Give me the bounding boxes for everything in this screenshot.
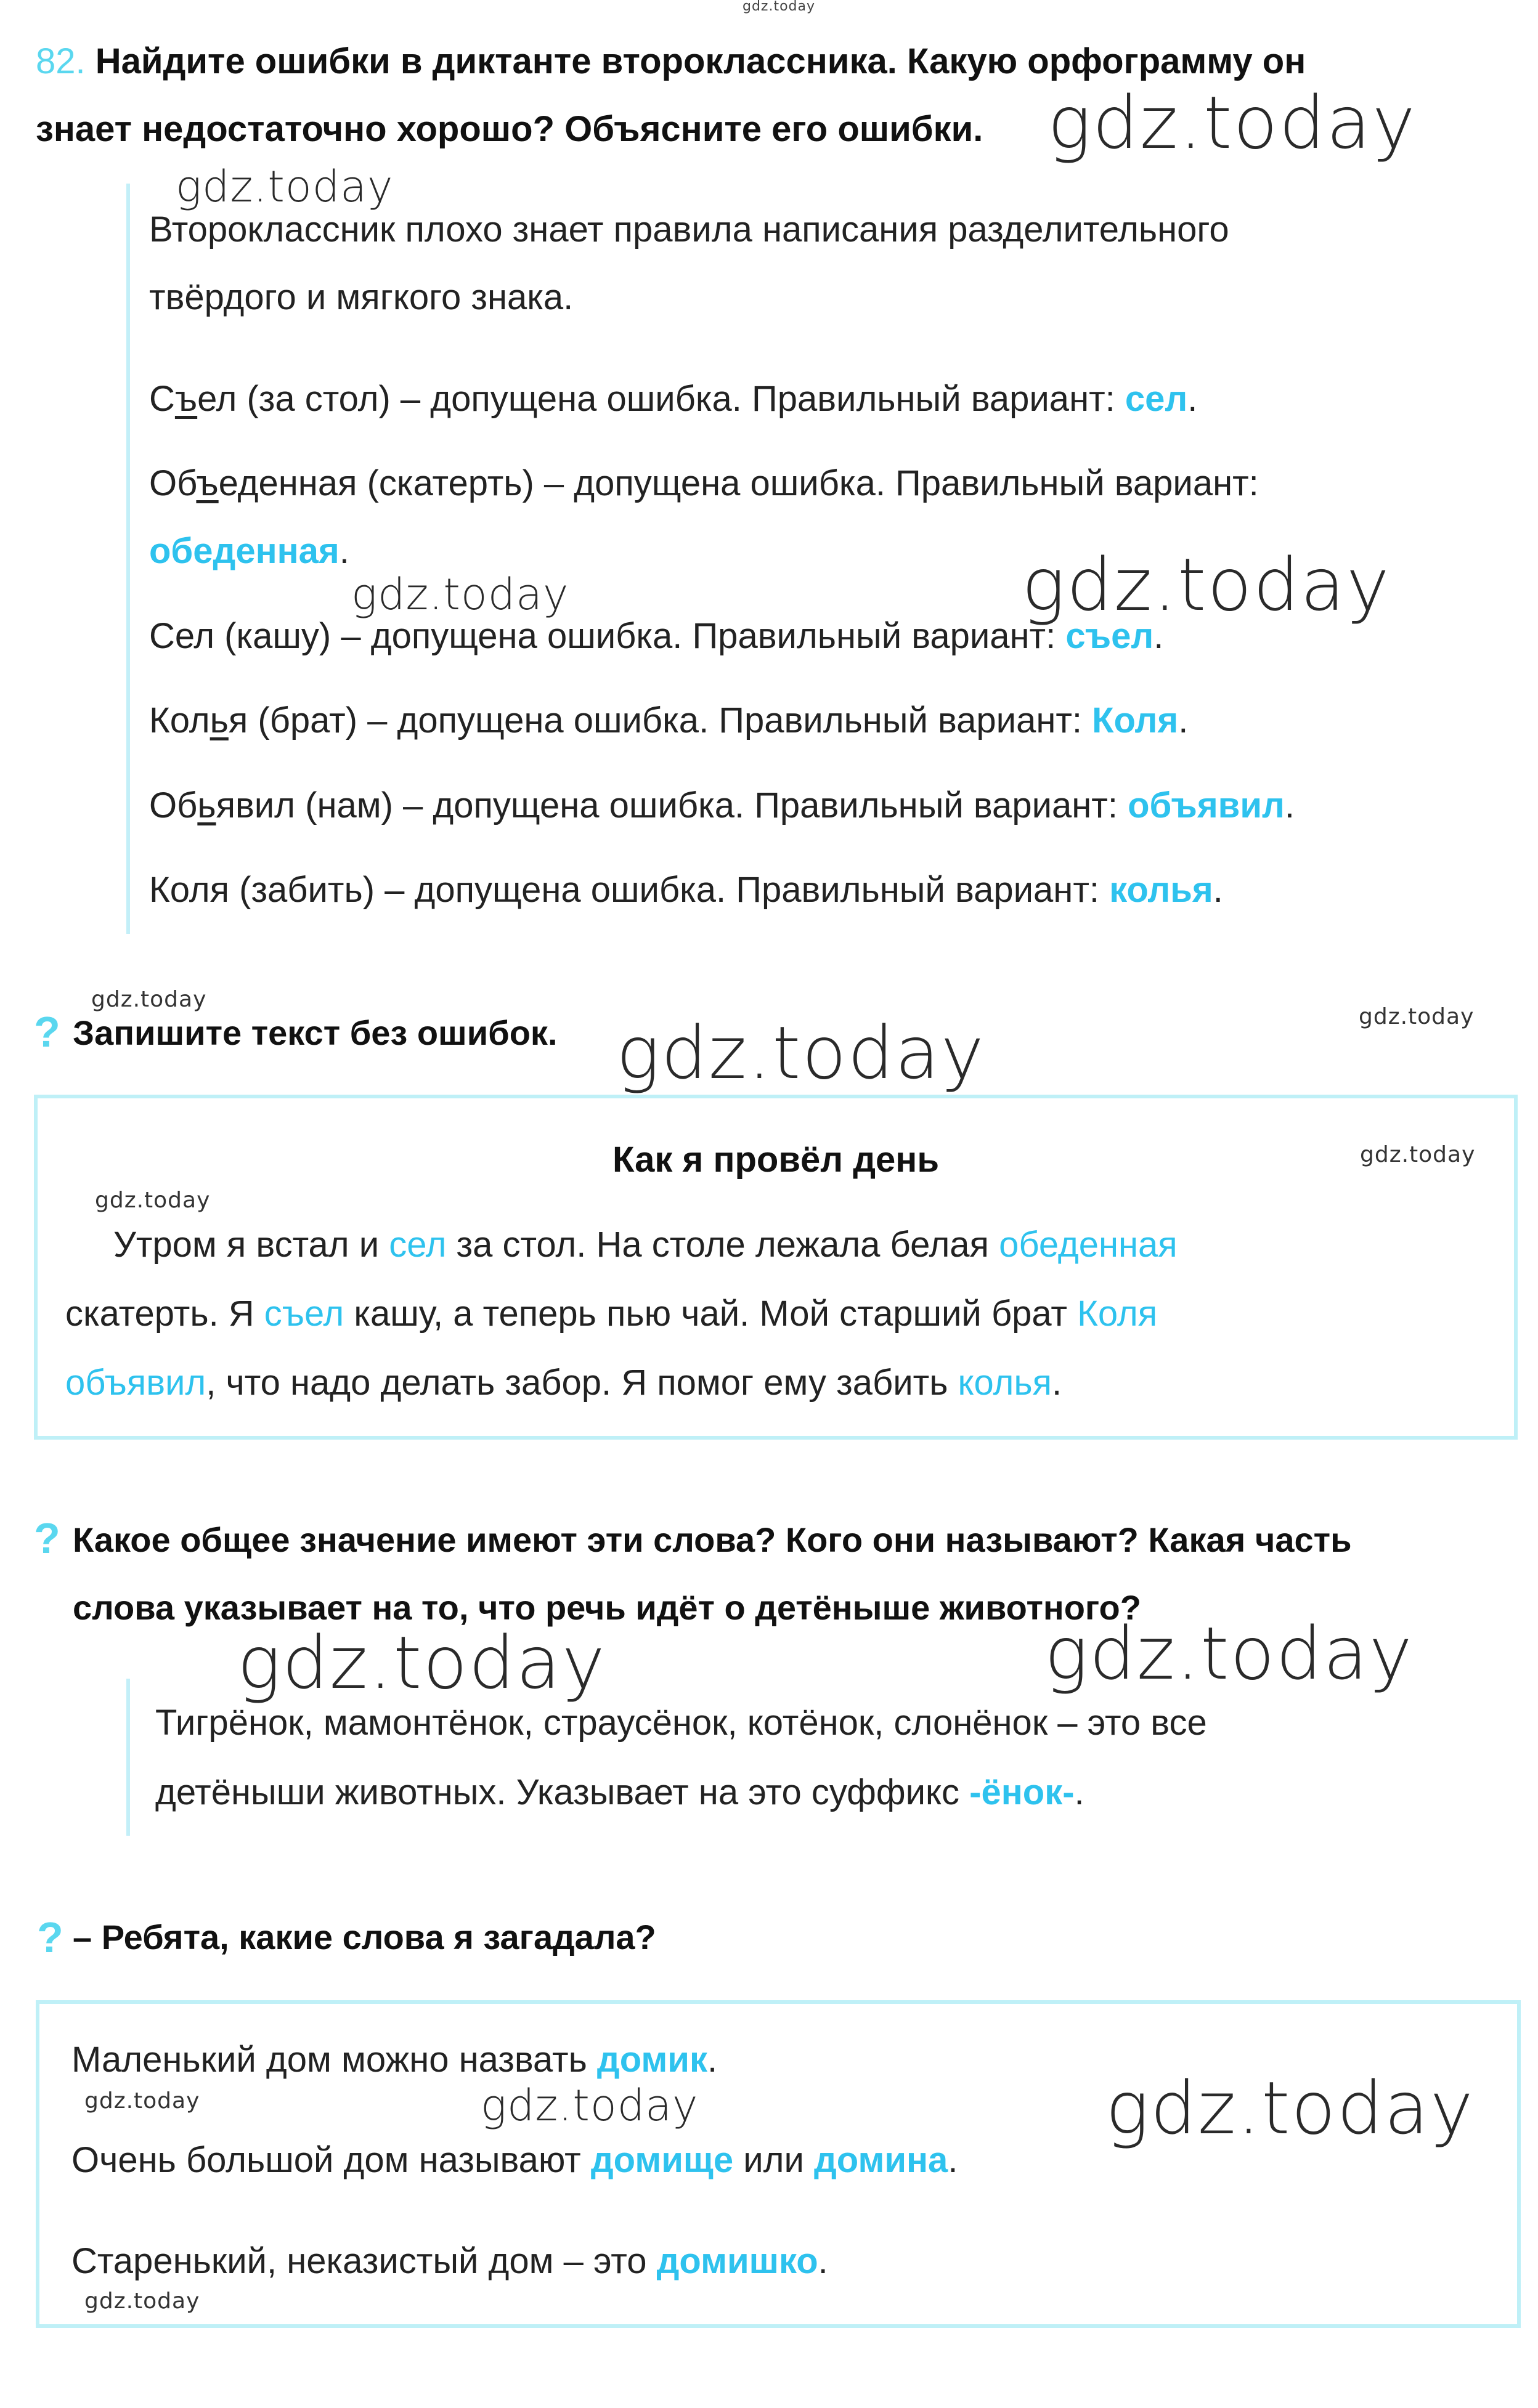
correct-word: объявил	[1128, 785, 1285, 825]
riddle-line-1: Маленький дом можно назвать домик.	[71, 2040, 718, 2080]
correct-word: съел	[1065, 616, 1154, 656]
animals-answer-line2: детёныши животных. Указывает на это суффикс -ёнок-.	[155, 1772, 1084, 1812]
suffix-highlight: -ёнок-	[969, 1772, 1075, 1812]
error-line-5: Обьявил (нам) – допущена ошибка. Правильный вариант: объявил.	[149, 785, 1295, 825]
question-3-line2: слова указывает на то, что речь идёт о детёныше животного?	[73, 1588, 1141, 1627]
watermark: gdz.today	[1044, 1611, 1414, 1696]
exercise-heading-line2: знает недостаточно хорошо? Объясните его ошибки.	[36, 109, 983, 149]
exercise-number: 82.	[36, 41, 86, 81]
error-line-4: Колья (брат) – допущена ошибка. Правильный вариант: Коля.	[149, 700, 1189, 740]
watermark: gdz.today	[1048, 80, 1417, 165]
error-line-6: Коля (забить) – допущена ошибка. Правильный вариант: колья.	[149, 870, 1223, 910]
answer-block-errors	[126, 184, 130, 934]
watermark: gdz.today	[351, 569, 569, 620]
riddle-line-3: Старенький, неказистый дом – это домишко.	[71, 2241, 828, 2281]
question-3-line1: Какое общее значение имеют эти слова? Кого они называют? Какая часть	[73, 1520, 1352, 1559]
watermark: gdz.today	[1105, 2065, 1475, 2151]
answer-block-animals	[126, 1679, 130, 1836]
watermark: gdz.today	[176, 161, 394, 212]
story-line-3: объявил, что надо делать забор. Я помог ему забить колья.	[65, 1363, 1062, 1403]
story-line-1: Утром я встал и сел за стол. На столе лежала белая обеденная	[113, 1225, 1178, 1265]
watermark: gdz.today	[481, 2080, 699, 2131]
answer-intro-line2: твёрдого и мягкого знака.	[149, 277, 574, 317]
watermark: gdz.today	[237, 1620, 606, 1705]
story-line-2: скатерть. Я съел кашу, а теперь пью чай. Мой старший брат Коля	[65, 1294, 1158, 1334]
correct-word: Коля	[1092, 700, 1179, 740]
correct-word: сел	[1125, 379, 1188, 419]
story-title: Как я провёл день	[612, 1140, 939, 1180]
answer-intro-line1: Второклассник плохо знает правила написания разделительного	[149, 209, 1229, 249]
question-mark-icon: ?	[34, 1514, 60, 1562]
watermark: gdz.today	[91, 987, 207, 1012]
heading-line1: Найдите ошибки в диктанте второклассника. Какую орфограмму он	[95, 41, 1306, 81]
watermark: gdz.today	[1022, 542, 1391, 627]
question-4-text: – Ребята, какие слова я загадала?	[73, 1918, 656, 1956]
corrected-text-box	[34, 1095, 1518, 1440]
error-line-1: Съел (за стол) – допущена ошибка. Правильный вариант: сел.	[149, 379, 1198, 419]
riddle-line-2: Очень большой дом называют домище или домина.	[71, 2140, 958, 2180]
question-mark-icon: ?	[34, 1008, 60, 1056]
error-line-3: Сел (кашу) – допущена ошибка. Правильный вариант: съел.	[149, 616, 1164, 656]
error-line-2: Объеденная (скатерть) – допущена ошибка. Правильный вариант:	[149, 463, 1259, 503]
correct-word: колья	[1109, 870, 1213, 910]
animals-answer-line1: Тигрёнок, мамонтёнок, страусёнок, котёнок, слонёнок – это все	[155, 1703, 1207, 1743]
correct-word: обеденная	[149, 531, 340, 571]
watermark: gdz.today	[616, 1010, 985, 1095]
watermark: gdz.today	[95, 1188, 211, 1213]
riddle-answers-box	[36, 2000, 1521, 2328]
watermark: gdz.today	[84, 2288, 200, 2314]
watermark: gdz.today	[1359, 1004, 1475, 1029]
watermark: gdz.today	[743, 0, 816, 14]
question-mark-icon: ?	[37, 1913, 63, 1961]
watermark: gdz.today	[84, 2088, 200, 2114]
error-line-2-cont: обеденная.	[149, 531, 349, 571]
watermark: gdz.today	[1360, 1142, 1476, 1167]
question-2-text: Запишите текст без ошибок.	[73, 1013, 558, 1052]
